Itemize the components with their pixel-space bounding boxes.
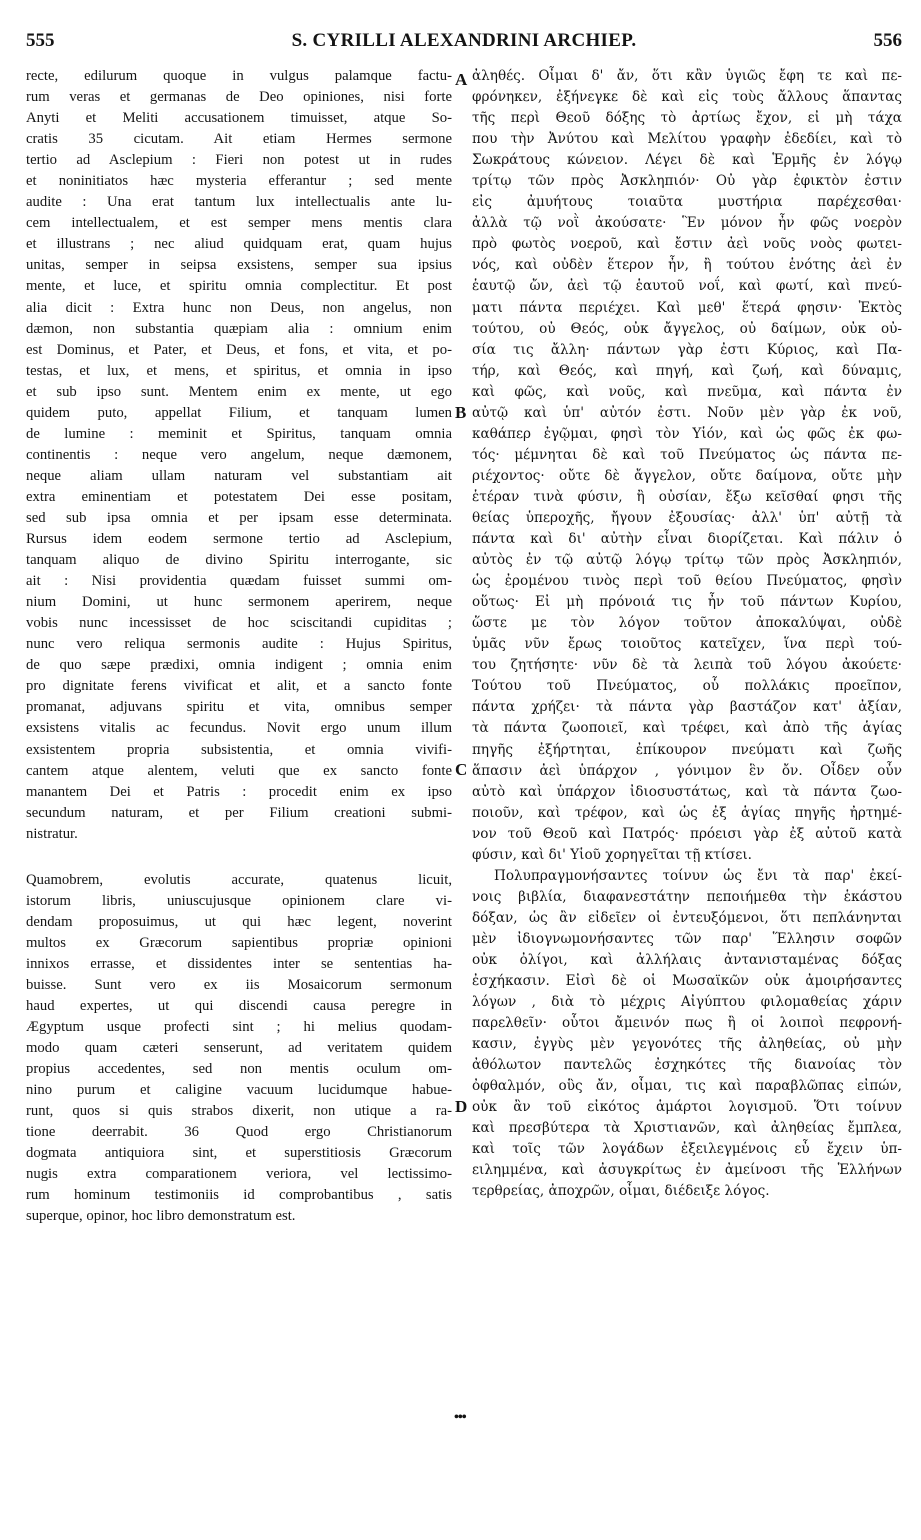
- text-line: αὐτὸς ἐν τῷ αὐτῷ λόγῳ τρίτῳ τῶν πρὸς Ἀσκληπιόν,: [472, 552, 902, 569]
- latin-column: [26, 66, 452, 1228]
- text-line: οὕτως· Εἰ μὴ πρόνοιά τις ἦν τοῦ πάντων Κυρίου,: [472, 594, 902, 611]
- margin-marker-b: B: [455, 403, 467, 422]
- text-line: nunc vero reliqua sermonis audite : Hujus Spiritus,: [26, 636, 452, 653]
- paragraph-gap: [26, 845, 452, 870]
- text-line: ματι πάντα περιέχει. Καὶ μεθ' ἕτερά φησιν· Ἐκτὸς: [472, 299, 902, 316]
- text-line: innixos errasse, et dissidentes inter se sententias ha-: [26, 955, 452, 972]
- text-line: rum hominum testimoniis id comprobantibus , satis: [26, 1187, 452, 1204]
- text-line: πάντα καὶ δι' αὐτὴν εἶναι διορίζεται. Καὶ πάλιν ὁ: [472, 531, 902, 548]
- text-line: est Dominus, et Pater, et Deus, et fons, et vita, et po-: [26, 341, 452, 358]
- page-header: [26, 30, 902, 60]
- text-line: ait : Nisi providentia quædam fuisset summi om-: [26, 573, 452, 590]
- text-line: recte, edilurum quoque in vulgus palamque factu-: [26, 68, 452, 84]
- text-line: secundum naturam, et per Filium creationi submi-: [26, 804, 452, 821]
- text-line: πηγῆς ἐξήρτηται, ἐπίκουρον πνεύματι καὶ ζωῆς: [472, 741, 902, 758]
- footer-ornament: •••: [454, 1410, 466, 1425]
- text-line: ἑαυτῷ ὤν, ἀεὶ τῷ ἑαυτοῦ νοΐ, καὶ φωτί, καὶ πνεύ-: [472, 278, 902, 295]
- text-line: buisse. Sunt vero ex iis Mosaicorum sermonum: [26, 976, 452, 993]
- text-line: τῆς περὶ Θεοῦ δόξης τὸ ἀρτίως ἔχον, εἰ μὴ τάχα: [472, 110, 902, 127]
- text-line: ἑτέραν τινὰ φύσιν, ἢ οὐσίαν, ἔξω κεῖσθαί φησι τῆς: [472, 488, 902, 505]
- text-line: εἰς ἀμυήτους τοιαῦτα μυστήρια παρέχεσθαι·: [472, 194, 902, 211]
- text-line: nugis extra comparationem veriora, vel lectissimo-: [26, 1166, 452, 1183]
- text-line: testas, et lux, et mens, et spiritus, et omnia in ipso: [26, 362, 452, 379]
- greek-paragraph-1: [472, 66, 902, 866]
- text-line: tione deerrabit. 36 Quod ergo Christianorum: [26, 1124, 452, 1141]
- text-line: tertio ad Asclepium : Fieri non potest ut in rudes: [26, 152, 452, 169]
- text-line: cantem atque alentem, veluti que ex sancto fonte: [26, 762, 452, 779]
- text-line: multos ex Græcorum sapientibus propriæ opinioni: [26, 934, 452, 951]
- text-line: manantem Dei et Patris : procedit enim ex ipso: [26, 783, 452, 800]
- text-line: καὶ τοῖς τῶν λογάδων ἐξειλεγμένοις εὖ ἔχειν ὑπ-: [472, 1141, 902, 1158]
- text-line: Ægyptum usque profecti sint ; hi melius quodam-: [26, 1019, 452, 1036]
- text-line: καὶ φῶς, καὶ νοῦς, καὶ πνεῦμα, καὶ πάντα ἐν: [472, 383, 902, 400]
- text-line: νοις βιβλία, διαφανεστάτην πεποιήμεθα τὴν ἑκάστου: [472, 888, 902, 905]
- text-line: φύσιν, καὶ δι' Υἱοῦ χορηγεῖται τῇ κτίσει.: [472, 846, 752, 863]
- text-line: quidem puto, appellat Filium, et tanquam lumen: [26, 404, 452, 421]
- text-line: ριέχοντος· οὔτε δὲ ἄγγελον, οὔτε δαίμονα, οὔτε μὴν: [472, 467, 902, 484]
- text-line: αὐτῷ καὶ ὑπ' αὐτόν ἐστι. Νοῦν μὲν γὰρ ἐκ νοῦ,: [472, 404, 902, 421]
- text-line: Quamobrem, evolutis accurate, quatenus licuit,: [26, 871, 452, 888]
- text-line: exsistentem propria subsistentia, et omnia vivifi-: [26, 741, 452, 758]
- text-line: istorum libris, uniuscujusque opinionem clare vi-: [26, 892, 452, 909]
- text-line: et illustrans ; nec aliud quidquam erat, quam hujus: [26, 236, 452, 253]
- page-number-left: 555: [26, 30, 55, 51]
- text-line: ἅπασιν ἀεὶ ὑπάρχον , γόνιμον ἓν ὄν. Οἶδεν οὖν: [472, 762, 902, 779]
- latin-paragraph-2: [26, 870, 452, 1228]
- text-line: τός· μέμνηται δὲ καὶ τοῦ Πνεύματος ὡς πάντα πε-: [472, 446, 902, 463]
- text-line: πρὸ φωτὸς νοεροῦ, καὶ ἔστιν ἀεὶ νοῦς νοὸς φωτει-: [472, 236, 902, 253]
- greek-paragraph-2: [472, 866, 902, 1203]
- text-line: πάντα χρήζει· τὰ πάντα γὰρ βαστάζον κατ' ἀξίαν,: [472, 699, 902, 716]
- text-line: haud expertes, ut qui discendi causa peregre in: [26, 998, 452, 1015]
- text-line: dogmata antiquiora sint, et superstitiosis Græcorum: [26, 1145, 452, 1162]
- text-line: alia dicit : Extra hunc non Deus, non angelus, non: [26, 299, 452, 316]
- text-line: φρόνηκεν, ἐξήνεγκε δὲ καὶ εἰς τοὺς ἄλλους ἅπαντας: [472, 89, 902, 106]
- text-line: παρελθεῖν· οὗτοι ἄμεινόν πως ἢ οἱ λοιποὶ πεφρονή-: [472, 1015, 902, 1032]
- text-line: τερθρείας, ἀποχρῶν, οἶμαι, διέδειξε λόγος.: [472, 1183, 770, 1200]
- text-line: που τὴν Ἀνύτου καὶ Μελίτου γραφὴν ἐδεδίει, καὶ τὸ: [472, 131, 902, 148]
- text-line: superque, opinor, hoc libro demonstratum est.: [26, 1208, 296, 1225]
- text-line: nistratur.: [26, 825, 78, 842]
- text-line: Rursus idem eodem sermone tertio ad Asclepium,: [26, 531, 452, 548]
- text-line: modo quam cæteri senserunt, ad veritatem quidem: [26, 1040, 452, 1057]
- text-line: οὐκ ἂν τοῦ εἰκότος ἁμάρτοι λογισμοῦ. Ὅτι τοίνυν: [472, 1099, 902, 1116]
- text-line: pro dignitate ferens vivificat et alit, et a sancto fonte: [26, 678, 452, 695]
- text-line: σία τις ἄλλη· πάντων γὰρ ἐστι Κύριος, καὶ Πα-: [472, 341, 902, 358]
- text-line: τὰ πάντα ζωοποιεῖ, καὶ τρέφει, καὶ ἀπὸ τῆς ἁγίας: [472, 720, 902, 737]
- text-line: sed sub ipsa omnia et per ipsam esse determinata.: [26, 509, 452, 526]
- text-line: καὶ πρεσβύτερα τὰ Χριστιανῶν, καὶ ἀληθείας ἔμπλεα,: [472, 1120, 902, 1137]
- latin-paragraph-1: [26, 66, 452, 845]
- text-line: cem intellectualem, et est semper mens mentis clara: [26, 215, 452, 232]
- text-line: ποιοῦν, καὶ τρέφον, καὶ ὡς ἐξ ἁγίας πηγῆς ἠρτημέ-: [472, 804, 902, 821]
- greek-column: [472, 66, 902, 1203]
- text-line: του ζητήσητε· νῦν δὲ τὰ λειπὰ τοῦ λόγου ἀκούετε·: [472, 657, 902, 674]
- text-line: ἐσχήκασιν. Εἰσὶ δὲ οἱ Μωσαϊκῶν οὐκ ἀμοιρήσαντες: [472, 973, 902, 990]
- text-line: rum veras et germanas de Deo opiniones, nisi forte: [26, 89, 452, 106]
- text-line: ἀληθές. Οἶμαι δ' ἄν, ὅτι κἂν ὑγιῶς ἔφη τε καὶ πε-: [472, 68, 902, 84]
- text-line: nino purum et caligine vacuum lucidumque habue-: [26, 1082, 452, 1099]
- text-line: κασιν, ἐγγὺς μὲν γεγονότες τῆς ἀληθείας, οὐ μὴν: [472, 1036, 902, 1053]
- text-line: ἀθόλωτον παντελῶς ἐσχηκότες τῆς διανοίας τὸν: [472, 1057, 902, 1074]
- text-line: τρίτῳ τῶν πρὸς Ἀσκληπιόν· Οὐ γὰρ ἐφικτὸν ἐστιν: [472, 173, 902, 190]
- text-line: ὑμᾶς νῦν ἔρως τοιοῦτος κατεῖχεν, ἵνα περὶ τού-: [472, 636, 902, 653]
- text-line: θείας ὑπεροχῆς, ἤγουν ἐξουσίας· ἀλλ' ὑπ' αὐτῇ τὰ: [472, 509, 902, 526]
- text-line: vobis nunc incessisset de hoc sciscitandi cupiditas ;: [26, 615, 452, 632]
- margin-marker-d: D: [455, 1097, 468, 1116]
- text-line: καθάπερ ἐγῷμαι, φησὶ τὸν Υἱόν, καὶ ὡς φῶς ἐκ φω-: [472, 425, 902, 442]
- text-line: audite : Una erat tantum lux intellectualis ante lu-: [26, 194, 452, 211]
- text-line: δόξαν, ὡς ἂν εἰδεῖεν οἱ ἐντευξόμενοι, ὅτι πεπλάνηνται: [472, 909, 902, 926]
- text-line: νός, καὶ οὐδὲν ἕτερον ἦν, ἢ τούτου ἑνότης ἀεὶ ἐν: [472, 257, 902, 274]
- margin-marker-a: A: [455, 70, 468, 89]
- text-line: de lumine : meminit et Spiritus, tanquam omnia: [26, 425, 452, 442]
- text-line: ὥστε με τὸν λόγον τοῦτον ἀποκαλύψαι, οὐδὲ: [472, 615, 902, 632]
- text-line: οὐκ ὀλίγοι, καὶ ἀλλήλαις ἀντανισταμένας δόξας: [472, 951, 902, 968]
- text-line: exsistens vitalis ac fecundus. Novit ergo unum illum: [26, 720, 452, 737]
- text-line: nium Domini, ut hunc sermonem aperirem, neque: [26, 594, 452, 611]
- text-line: et sub ipso sunt. Mentem enim ex mente, ut ego: [26, 383, 452, 400]
- text-line: μὲν ἰδιογνωμονήσαντες τῶν παρ' Ἕλλησιν σοφῶν: [472, 930, 902, 947]
- page-number-right: 556: [873, 30, 902, 51]
- text-line: Anyti et Meliti accusationem timuisset, atque So-: [26, 110, 452, 127]
- text-line: ὀφθαλμόν, οὓς ἄν, οἶμαι, τις καὶ παραβλῶπας εἰπών,: [472, 1078, 902, 1095]
- text-line: mente, et luce, et spiritu omnia complectitur. Et post: [26, 278, 452, 295]
- text-line: dæmon, non substantia quæpiam alia : omnium enim: [26, 320, 452, 337]
- text-line: continentis : neque vero angelum, neque dæmonem,: [26, 446, 452, 463]
- text-line: ὡς ἐρομένου τινὸς περὶ τοῦ θείου Πνεύματος, φησὶν: [472, 573, 902, 590]
- text-line: λόγων , διὰ τὸ μέχρις Αἰγύπτου φιλομαθείας χάριν: [472, 994, 902, 1011]
- text-line: extra eminentiam et potestatem Dei esse positam,: [26, 488, 452, 505]
- text-line: τούτου, οὐ Θεός, οὐκ ἄγγελος, οὐ δαίμων, οὐκ οὐ-: [472, 320, 902, 337]
- text-line: neque aliam ullam naturam vel substantiam ait: [26, 467, 452, 484]
- running-title: S. CYRILLI ALEXANDRINI ARCHIEP.: [291, 30, 637, 51]
- text-line: Τούτου τοῦ Πνεύματος, οὗ πολλάκις προεῖπον,: [472, 678, 902, 695]
- margin-marker-c: C: [455, 760, 468, 779]
- text-line: νον τοῦ Θεοῦ καὶ Πατρός· πρόεισι γὰρ ἐξ αὐτοῦ κατὰ: [472, 825, 902, 842]
- text-line: τήρ, καὶ Θεός, καὶ πηγή, καὶ ζωή, καὶ δύναμις,: [472, 362, 902, 379]
- text-line: propius accedentes, sed non mentis oculum om-: [26, 1061, 452, 1078]
- text-line: tanquam aliquo de divino Spiritu interrogante, sic: [26, 552, 452, 569]
- text-line: Σωκράτους κώνειον. Λέγει δὲ καὶ Ἑρμῆς ἐν λόγῳ: [472, 152, 902, 169]
- text-line: ειλημμένα, καὶ ἀσυγκρίτως ἐν ἀμείνοσι τῆς Ἑλλήνων: [472, 1162, 902, 1179]
- text-line: ἀλλὰ τῷ νοῒ ἀκούσατε· Ἓν μόνον ἦν φῶς νοερὸν: [472, 215, 902, 232]
- text-line: αὐτὸ καὶ ὑπάρχον ἰδιοσυστάτως, καὶ τὰ πάντα ζωο-: [472, 783, 902, 800]
- text-line: promanat, adjuvans spiritu et vita, omnibus semper: [26, 699, 452, 716]
- text-line: de quo sæpe prædixi, omnia indigent ; omnia enim: [26, 657, 452, 674]
- text-line: runt, quos si quis strabos dixerit, non utique a ra-: [26, 1103, 452, 1120]
- text-line: Πολυπραγμονήσαντες τοίνυν ὡς ἔνι τὰ παρ' ἐκεί-: [494, 867, 902, 884]
- text-line: cratis 35 cicutam. Ait etiam Hermes sermone: [26, 131, 452, 148]
- text-line: dendam proposuimus, ut qui hæc legent, noverint: [26, 913, 452, 930]
- text-line: unitas, semper in seipsa exsistens, semper sua ipsius: [26, 257, 452, 274]
- text-line: et noninitiatos hæc mysteria efferantur ; sed mente: [26, 173, 452, 190]
